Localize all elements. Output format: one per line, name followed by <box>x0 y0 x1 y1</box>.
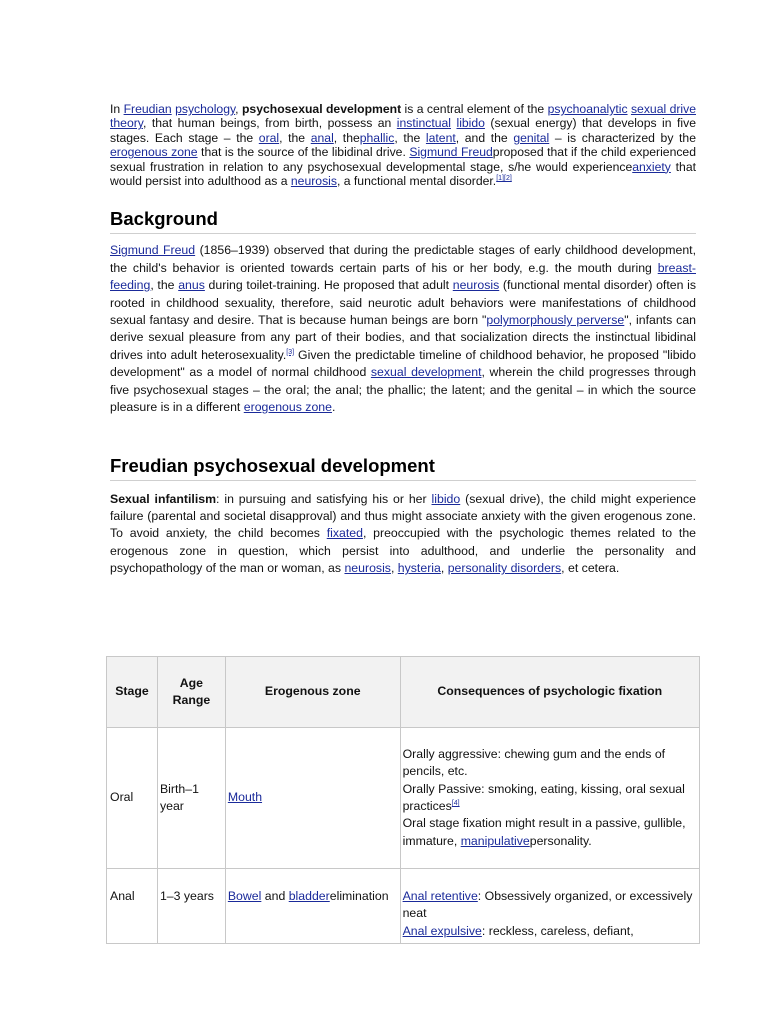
link-fixated[interactable]: fixated <box>326 526 363 541</box>
column-header-erogenous-zone: Erogenous zone <box>225 657 400 728</box>
consequence-line <box>403 923 697 940</box>
citation-1[interactable]: [1] <box>496 174 504 182</box>
cell-erogenous-zone <box>225 728 400 869</box>
text: (sexual drive), the child might experience failure (parental and societal disapproval) and thus might associate anxiety with the given erogenous zone. To avoid anxiety, the child becomes <box>110 491 696 541</box>
text: , the <box>150 278 179 293</box>
citation-3[interactable]: [3] <box>286 348 295 356</box>
table-row-anal <box>107 869 700 944</box>
text: , the <box>394 130 426 145</box>
text: that is the source of the libidinal drive. <box>197 145 410 160</box>
link-anus[interactable]: anus <box>178 278 205 293</box>
text: ", infants can derive sexual pleasure from any part of their bodies, and that socialization directs the instinctual libidinal drives into adult heterosexuality. <box>110 313 697 362</box>
text: Oral stage fixation might result in a passive, gullible, immature, <box>402 816 686 848</box>
cell-consequences <box>400 869 699 944</box>
link-libido[interactable]: libido <box>431 491 461 506</box>
cell-age-range: 1–3 years <box>157 869 225 944</box>
text: : reckless, careless, defiant, <box>481 923 634 938</box>
text: , the <box>333 130 360 145</box>
link-phallic[interactable]: phallic <box>359 130 395 145</box>
column-header-consequences: Consequences of psychologic fixation <box>400 657 699 728</box>
bold-term: psychosexual development <box>241 102 402 116</box>
link-sexual-drive-theory[interactable]: sexual drive theory <box>110 102 696 131</box>
link-manipulative[interactable]: manipulative <box>460 833 530 848</box>
link-anal-expulsive[interactable]: Anal expulsive <box>402 923 482 938</box>
text: In <box>110 102 124 116</box>
text: during toilet-training. He proposed that adult <box>204 278 453 293</box>
text: , <box>390 561 398 576</box>
table-row-oral <box>107 728 700 869</box>
bold-term: Sexual infantilism <box>110 491 217 506</box>
section-heading-background: Background <box>110 208 696 234</box>
column-header-age-range: Age Range <box>157 657 225 728</box>
link-neurosis[interactable]: neurosis <box>344 561 391 576</box>
text: (sexual energy) that develops in five stages. Each stage – the <box>110 116 696 145</box>
text: is a central element of the <box>401 102 548 116</box>
text: Orally Passive: smoking, eating, kissing, oral sexual practices <box>402 781 685 813</box>
link-latent[interactable]: latent <box>425 130 456 145</box>
text: , a functional mental disorder. <box>336 174 497 189</box>
cell-age-range: Birth–1 year <box>157 728 225 869</box>
sexual-infantilism-paragraph <box>110 491 696 578</box>
link-erogenous-zone[interactable]: erogenous zone <box>243 400 332 415</box>
consequence-line: Orally aggressive: chewing gum and the ends of pencils, etc. <box>402 746 666 779</box>
text: , <box>235 102 242 116</box>
consequence-line <box>403 815 697 850</box>
text: (functional mental disorder) often is rooted in childhood sexuality, therefore, said neurotic adult behaviors were manifestations of childhood sexual fantasy and desire. That is because human beings are born " <box>110 278 696 328</box>
link-bladder[interactable]: bladder <box>288 889 330 903</box>
cell-stage: Anal <box>107 869 158 944</box>
link-freudian[interactable]: Freudian <box>123 102 172 116</box>
text: : in pursuing and satisfying his or her <box>216 491 432 506</box>
link-bowel[interactable]: Bowel <box>227 889 262 903</box>
link-hysteria[interactable]: hysteria <box>397 561 441 576</box>
text: elimination <box>329 889 389 903</box>
column-header-stage: Stage <box>107 657 158 728</box>
citation-4[interactable]: [4] <box>451 799 460 807</box>
text: personality. <box>529 833 592 848</box>
link-mouth[interactable]: Mouth <box>227 790 263 805</box>
text: . <box>331 400 336 415</box>
cell-erogenous-zone <box>225 869 400 944</box>
text: : Obsessively organized, or excessively neat <box>402 889 693 921</box>
link-psychology[interactable]: psychology <box>175 102 236 116</box>
psychosexual-stages-table <box>106 656 700 944</box>
link-polymorphously-perverse[interactable]: polymorphously perverse <box>486 313 625 328</box>
link-instinctual[interactable]: instinctual <box>396 116 451 131</box>
article-body <box>110 102 696 578</box>
link-oral[interactable]: oral <box>258 130 280 145</box>
link-sigmund-freud[interactable]: Sigmund Freud <box>409 145 493 160</box>
text: , et cetera. <box>561 561 620 576</box>
consequence-line <box>403 888 697 923</box>
background-paragraph <box>110 242 696 416</box>
link-anal[interactable]: anal <box>310 130 334 145</box>
link-anal-retentive[interactable]: Anal retentive <box>402 889 478 903</box>
link-sigmund-freud[interactable]: Sigmund Freud <box>110 243 196 258</box>
text: – is characterized by the <box>549 130 696 145</box>
text: Given the predictable timeline of childhood behavior, he proposed "libido development" as a model of normal childhood <box>110 347 696 380</box>
text: , wherein the child progresses through five psychosexual stages – the oral; the anal; the phallic; the latent; and the genital – in which the source pleasure is in a different <box>110 365 696 415</box>
link-breast-feeding[interactable]: breast-feeding <box>110 260 696 293</box>
link-neurosis[interactable]: neurosis <box>452 278 500 293</box>
link-personality-disorders[interactable]: personality disorders <box>447 561 562 576</box>
link-sexual-development[interactable]: sexual development <box>370 365 482 380</box>
section-heading-freudian-psychosexual-development: Freudian psychosexual development <box>110 455 696 481</box>
text: that would persist into adulthood as a <box>110 159 696 189</box>
cell-consequences <box>400 728 699 869</box>
link-neurosis[interactable]: neurosis <box>290 174 337 189</box>
text: , preoccupied with the psychologic themes related to the erogenous zone in question, which persist into adulthood, and underlie the personality and psychopathology of the man or woman, as <box>110 526 696 576</box>
intro-paragraph <box>110 102 696 188</box>
link-genital[interactable]: genital <box>513 130 550 145</box>
text: , <box>440 561 448 576</box>
text: proposed that if the child experienced sexual frustration in relation to any psychosexual developmental stage, s/he would experience <box>110 145 696 174</box>
text: and <box>261 889 289 903</box>
text: , the <box>279 130 311 145</box>
text: , that human beings, from birth, possess an <box>142 116 397 131</box>
link-anxiety[interactable]: anxiety <box>632 159 671 174</box>
text: , and the <box>455 130 514 145</box>
citation-2[interactable]: [2] <box>504 174 512 182</box>
cell-stage: Oral <box>107 728 158 869</box>
link-erogenous-zone[interactable]: erogenous zone <box>110 145 198 160</box>
consequence-line <box>403 781 697 816</box>
link-libido[interactable]: libido <box>456 116 485 131</box>
table-header-row <box>107 657 700 728</box>
link-psychoanalytic[interactable]: psychoanalytic <box>547 102 628 116</box>
text: (1856–1939) observed that during the predictable stages of early childhood development, the child's behavior is oriented towards certain parts of his or her body, e.g. the mouth during <box>110 243 697 275</box>
